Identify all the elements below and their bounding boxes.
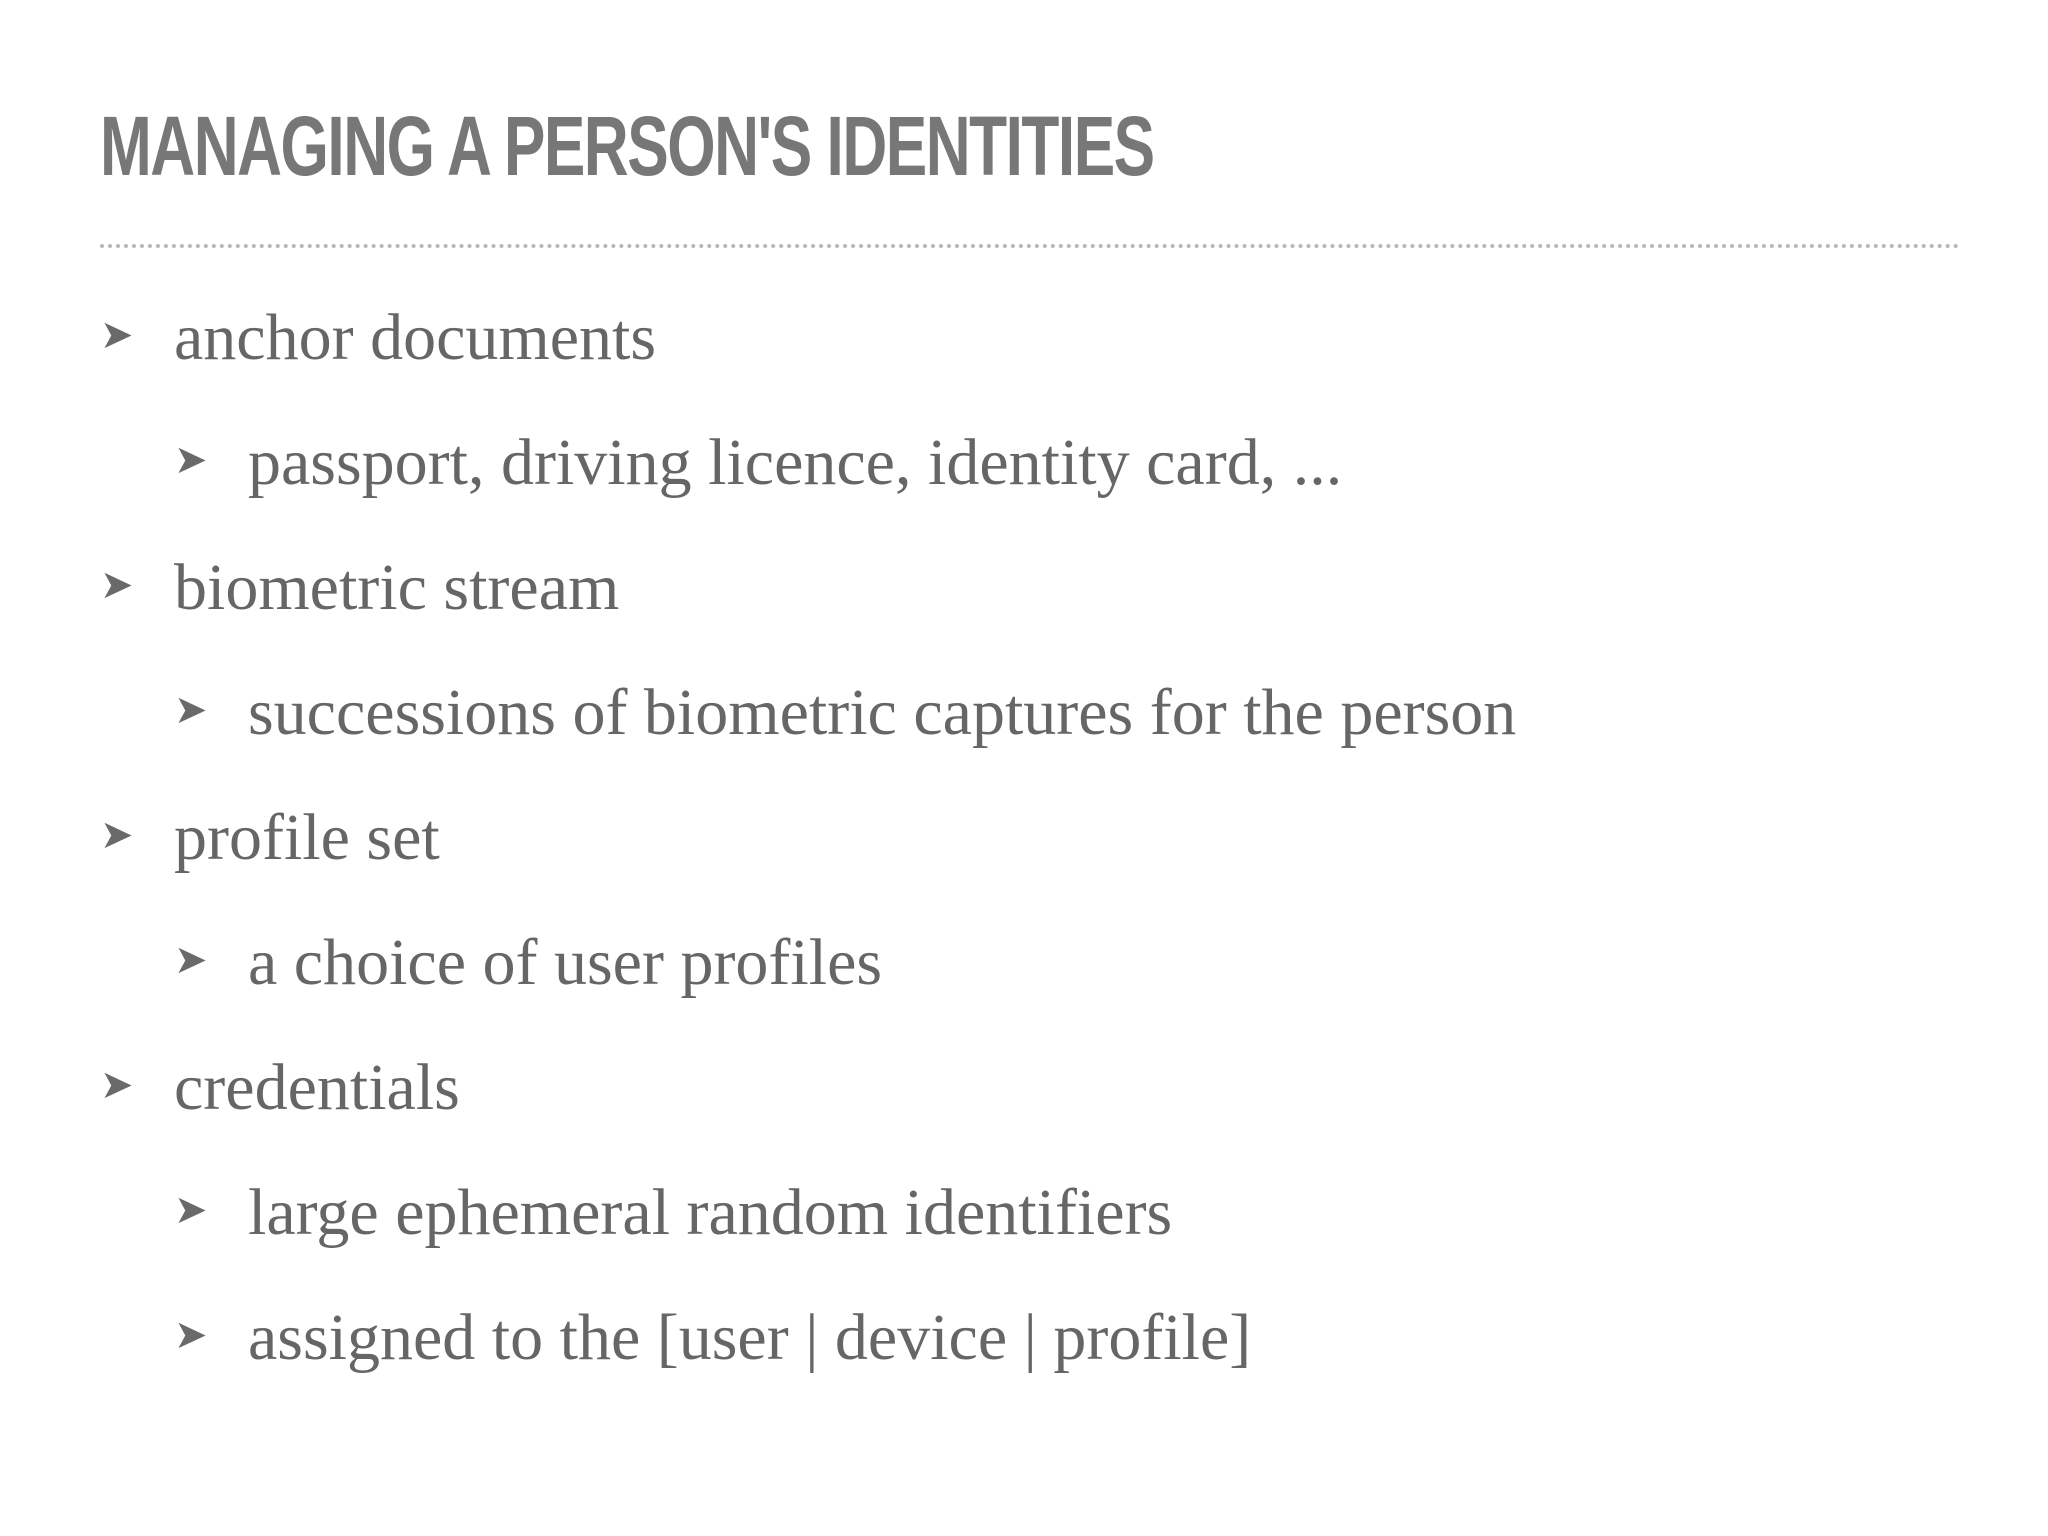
bullet-text: successions of biometric captures for the person bbox=[248, 676, 1517, 749]
arrowhead-icon: ➤ bbox=[100, 812, 134, 858]
arrowhead-icon: ➤ bbox=[100, 312, 134, 358]
arrowhead-icon: ➤ bbox=[174, 937, 208, 983]
bullet-text: biometric stream bbox=[174, 551, 620, 624]
bullet-text: assigned to the [user | device | profile] bbox=[248, 1301, 1252, 1374]
arrowhead-icon: ➤ bbox=[174, 687, 208, 733]
bullet-text: anchor documents bbox=[174, 301, 657, 374]
bullet-text: a choice of user profiles bbox=[248, 926, 883, 999]
bullet-text: large ephemeral random identifiers bbox=[248, 1176, 1173, 1249]
bullet-text: passport, driving licence, identity card, ... bbox=[248, 426, 1343, 499]
title-divider bbox=[100, 244, 1960, 248]
bullet-text: profile set bbox=[174, 801, 440, 874]
slide-title: MANAGING A PERSON'S IDENTITIES bbox=[100, 99, 1154, 193]
bullet-text: credentials bbox=[174, 1051, 460, 1124]
arrowhead-icon: ➤ bbox=[100, 1062, 134, 1108]
arrowhead-icon: ➤ bbox=[174, 437, 208, 483]
arrowhead-icon: ➤ bbox=[174, 1312, 208, 1358]
arrowhead-icon: ➤ bbox=[100, 562, 134, 608]
arrowhead-icon: ➤ bbox=[174, 1187, 208, 1233]
